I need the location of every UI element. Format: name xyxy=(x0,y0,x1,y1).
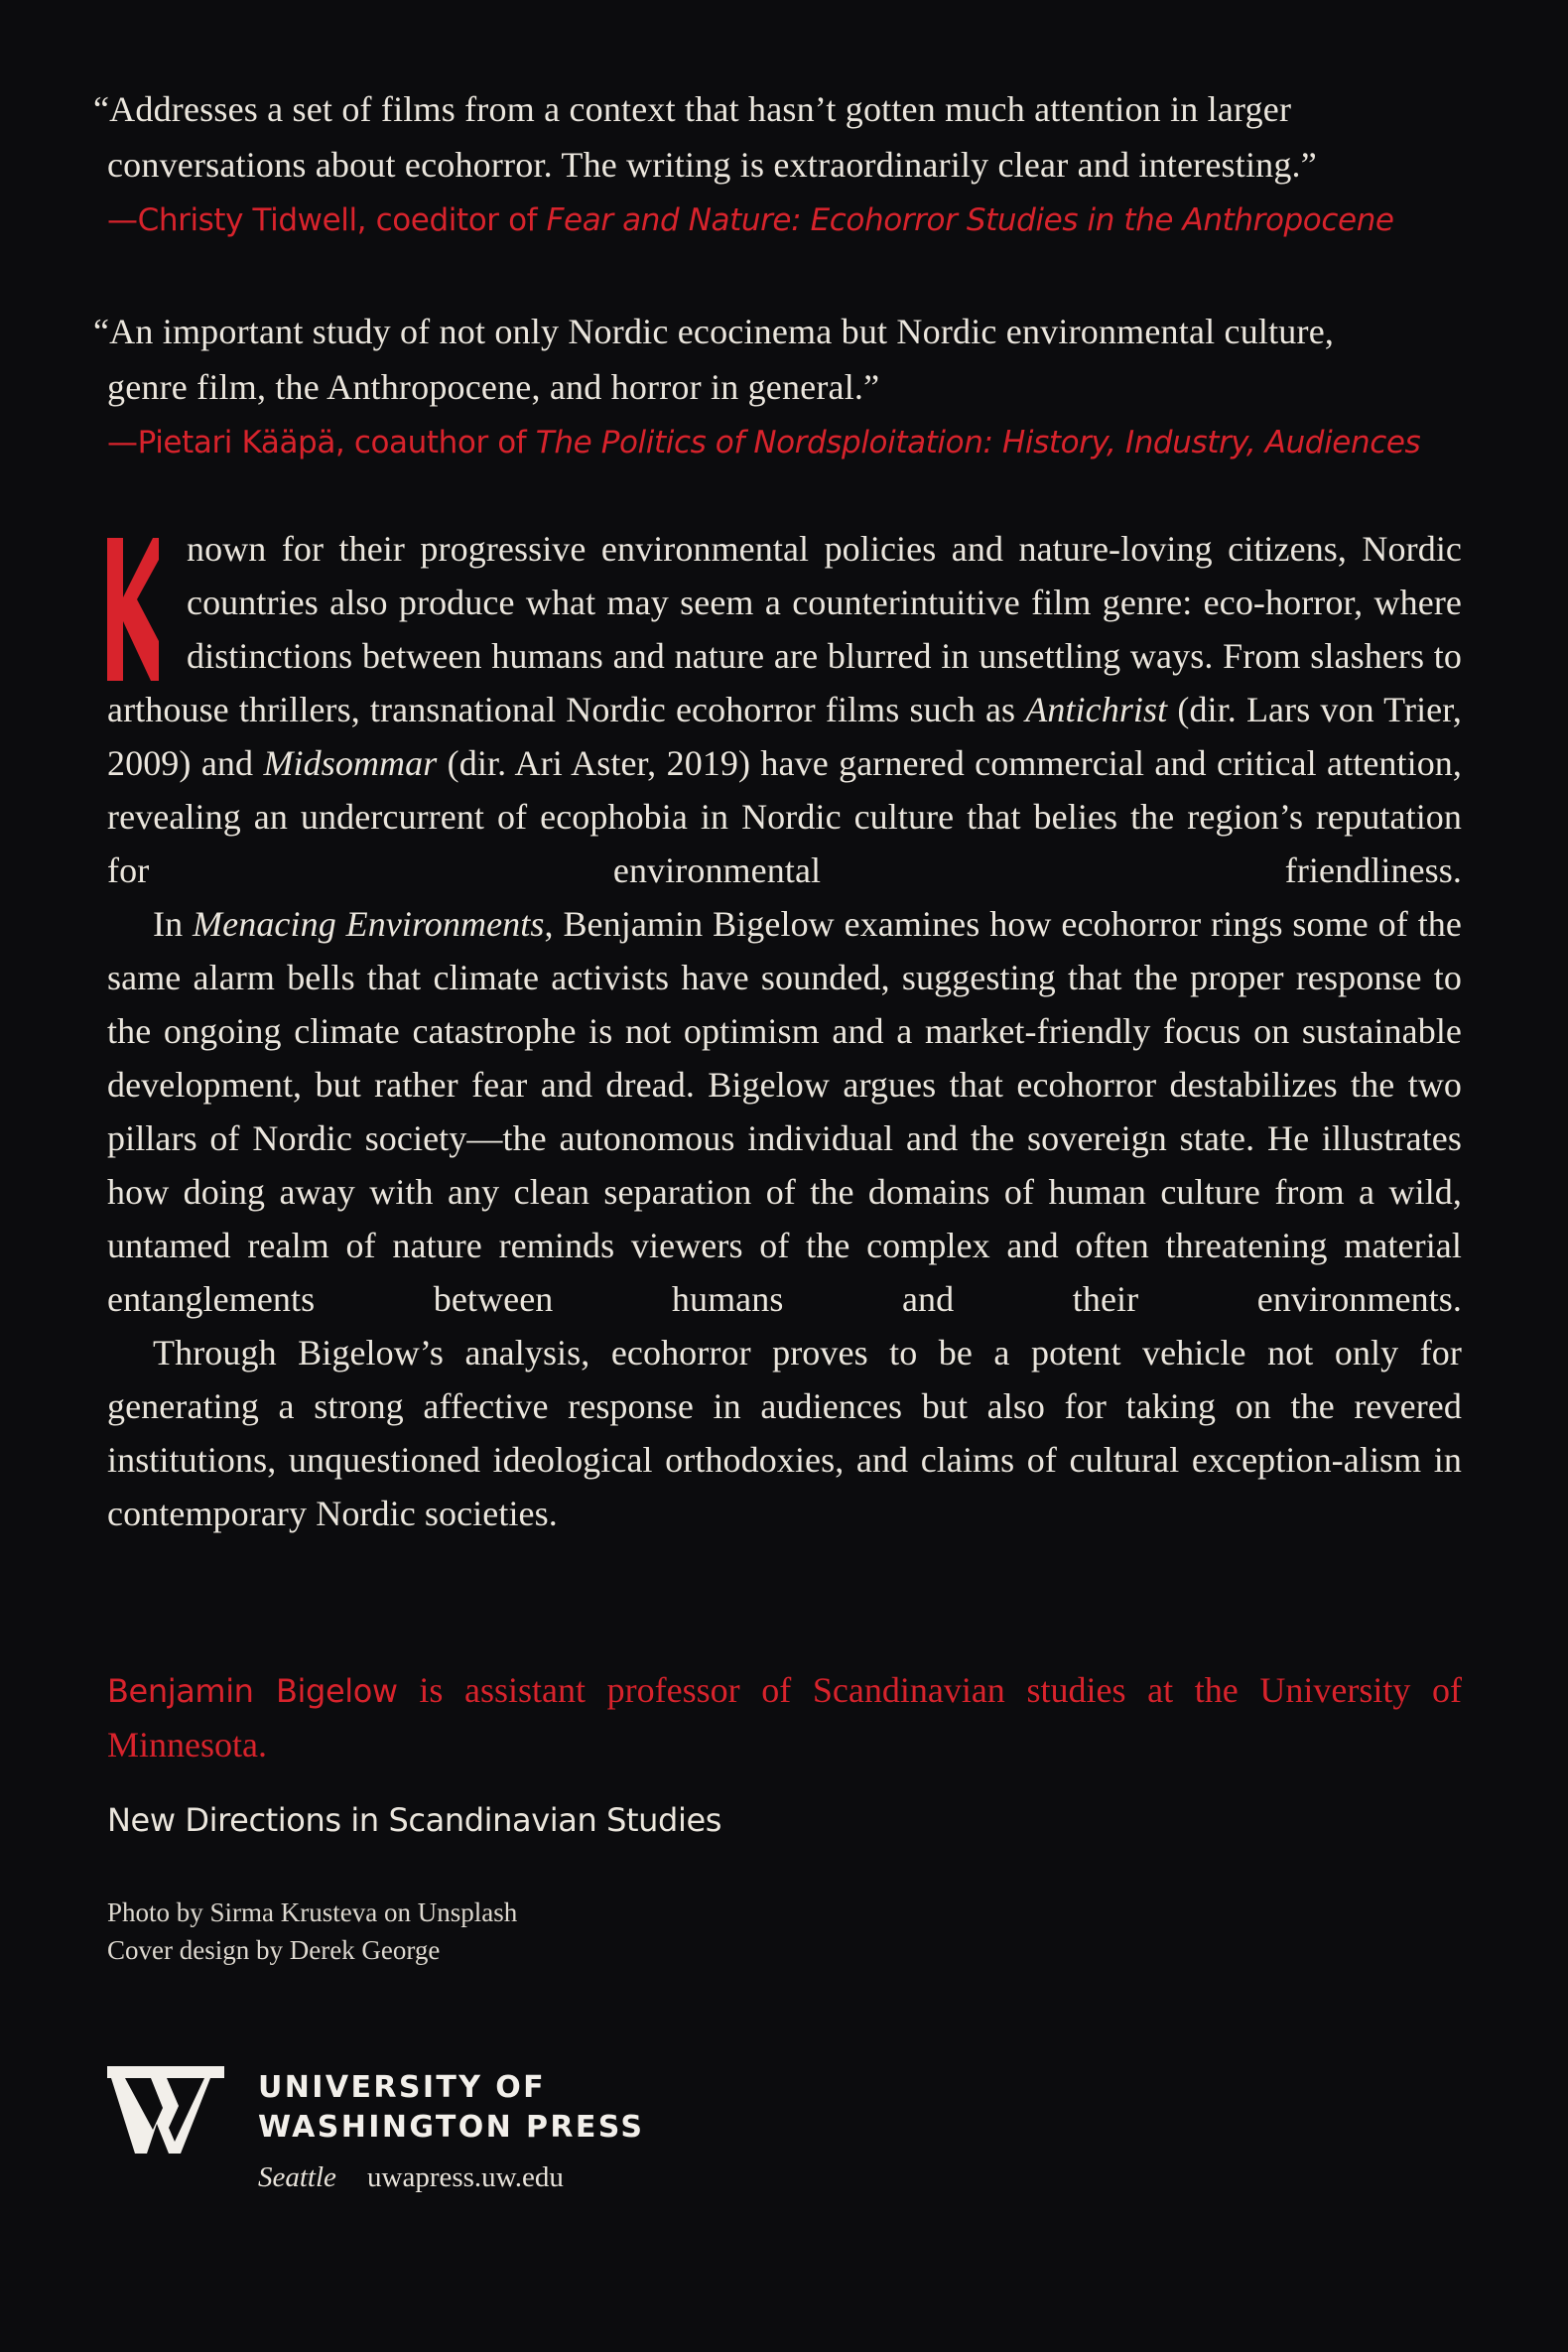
design-credit: Cover design by Derek George xyxy=(107,1935,441,1965)
cover-credits xyxy=(107,1894,517,1969)
photo-credit: Photo by Sirma Krusteva on Unsplash xyxy=(107,1897,518,1927)
author-name: Benjamin Bigelow xyxy=(107,1672,398,1710)
film-title: Midsommar xyxy=(263,743,438,783)
paragraph-text: , Benjamin Bigelow examines how ecohorror rings some of the same alarm bells that climate activists have sounded, suggesting that the proper response to the ongoing climate catastrophe is not optimism and a market-friendly focus on sustainable development, but rather fear and dread. Bigelow argues that ecohorror destabilizes the two pillars of Nordic society—the autonomous individual and the sovereign state. He illustrates how doing away with any clean separation of the domains of human culture from a wild, untamed realm of nature reminds viewers of the complex and often threatening material entanglements between humans and their environments. xyxy=(107,904,1462,1319)
publisher-name-line: UNIVERSITY OF xyxy=(258,2070,547,2105)
paragraph-text: nown for their progressive environmental policies and nature-loving citizens, Nordic countries also produce what may seem a counterintuitive film genre: eco-horror, where distinctions between humans and nature are blurred in unsettling ways. From slashers to arthouse thrillers, transnational Nordic ecohorror films such as xyxy=(107,529,1462,729)
quote-line: conversations about ecohorror. The writing is extraordinarily clear and interesting.” xyxy=(107,145,1317,185)
publisher-name-line: WASHINGTON PRESS xyxy=(258,2110,645,2145)
publisher-url: uwapress.uw.edu xyxy=(367,2161,564,2193)
book-title: Menacing Environments xyxy=(193,904,545,944)
publisher-name xyxy=(258,2068,644,2148)
paragraph-text: (dir. Lars von Trier, 2009) and xyxy=(107,690,1462,783)
description-paragraph xyxy=(107,897,1462,1326)
paragraph-text: (dir. Ari Aster, 2019) have garnered commercial and critical attention, revealing an undercurrent of ecophobia in Nordic culture that belies the region’s reputation for environmental friendliness. xyxy=(107,743,1463,890)
attribution-name: —Pietari Kääpä, coauthor of xyxy=(107,425,536,460)
author-bio xyxy=(107,1663,1462,1771)
attribution-name: —Christy Tidwell, coeditor of xyxy=(107,202,547,238)
description-paragraph xyxy=(107,522,1462,897)
description-paragraph: Through Bigelow’s analysis, ecohorror proves to be a potent vehicle not only for generating a strong affective response in audiences but also for taking on the revered institutions, unquestioned ideological orthodoxies, and claims of cultural exception-alism in contemporary Nordic societies. xyxy=(107,1333,1462,1533)
quote-line: “An important study of not only Nordic ecocinema but Nordic environmental culture, xyxy=(93,312,1335,351)
endorsement-quote-1 xyxy=(93,81,1463,248)
series-title: New Directions in Scandinavian Studies xyxy=(107,1801,722,1839)
publisher-imprint xyxy=(107,2060,802,2219)
uw-press-logo-icon xyxy=(107,2066,224,2154)
book-description xyxy=(107,522,1462,1540)
quote-attribution xyxy=(93,193,1463,248)
film-title: Antichrist xyxy=(1025,690,1168,729)
paragraph-text: In xyxy=(153,904,194,944)
letter-k-dropcap-icon xyxy=(107,538,159,681)
attribution-book-title: Fear and Nature: Ecohorror Studies in the Anthropocene xyxy=(546,202,1394,238)
quote-attribution xyxy=(93,415,1463,470)
publisher-city: Seattle xyxy=(258,2161,336,2193)
quote-line: genre film, the Anthropocene, and horror in general.” xyxy=(107,367,880,407)
attribution-book-title: The Politics of Nordsploitation: History, Industry, Audiences xyxy=(535,425,1421,460)
author-bio-text: is assistant professor of Scandinavian studies at the University of Minnesota. xyxy=(107,1670,1462,1764)
quote-line: “Addresses a set of films from a context that hasn’t gotten much attention in larger xyxy=(93,89,1292,129)
endorsement-quote-2 xyxy=(93,304,1463,470)
